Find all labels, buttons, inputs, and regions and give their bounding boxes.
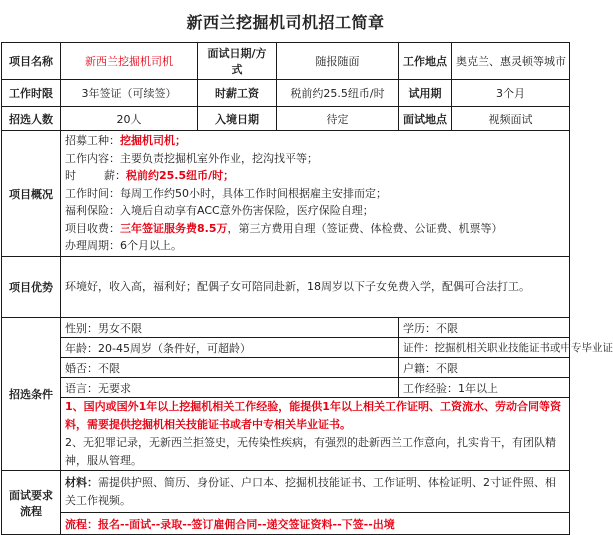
requirement-1: 1、国内或国外1年以上挖掘机相关工作经验，能提供1年以上相关工作证明、工资流水、劳动合同等资料，需要提供挖掘机相关技能证书或者中专相关毕业证书。 xyxy=(65,400,561,431)
interview-location-value: 视频面试 xyxy=(452,107,570,131)
table-row-project xyxy=(2,43,570,80)
conditions-row-3 xyxy=(2,358,570,378)
overview-welfare: 福利保险：入境后自动享有ACC意外伤害保险，医疗保险自理； xyxy=(65,204,374,218)
page-title: 新西兰挖掘机司机招工简章 xyxy=(186,12,385,32)
work-location-label: 工作地点 xyxy=(399,43,452,80)
conditions-row-4 xyxy=(2,378,570,398)
table-row-overview xyxy=(2,131,570,257)
overview-fee: 项目收费：三年签证服务费8.5万，第三方费用自理（签证费、体检费、公证费、机票等） xyxy=(65,221,503,235)
overview-content xyxy=(61,131,570,257)
table-row-headcount xyxy=(2,107,570,131)
project-name-label: 项目名称 xyxy=(2,43,61,80)
table-row-advantage xyxy=(2,257,570,318)
entry-date-label: 入境日期 xyxy=(198,107,277,131)
entry-date-value: 待定 xyxy=(277,107,399,131)
conditions-label: 招选条件 xyxy=(2,318,61,471)
hourly-wage-label: 时薪工资 xyxy=(198,80,277,107)
work-location-value: 奥克兰、惠灵顿等城市 xyxy=(452,43,570,80)
headcount-value: 20人 xyxy=(61,107,198,131)
interview-location-label: 面试地点 xyxy=(399,107,452,131)
advantage-text: 环境好，收入高，福利好；配偶子女可陪同赴新，18周岁以下子女免费入学，配偶可合法打工。 xyxy=(61,257,570,318)
recruitment-table xyxy=(1,42,613,535)
condition-gender: 性别：男女不限 xyxy=(61,318,399,338)
condition-certificate: 证件：挖掘机相关职业技能证书或中专毕业证 xyxy=(399,338,570,358)
conditions-row-1 xyxy=(2,318,570,338)
condition-experience: 工作经验：1年以上 xyxy=(399,378,570,398)
requirement-2: 2、无犯罪记录，无新西兰拒签史，无传染性疾病，有强烈的赴新西兰工作意向，扎实肯干，有团队精神，服从管理。 xyxy=(65,436,556,467)
conditions-row-2 xyxy=(2,338,570,358)
table-row-term xyxy=(2,80,570,107)
interview-date-value: 随报随面 xyxy=(277,43,399,80)
condition-education: 学历：不限 xyxy=(399,318,570,338)
advantage-label: 项目优势 xyxy=(2,257,61,318)
conditions-row-5 xyxy=(2,398,570,471)
headcount-label: 招选人数 xyxy=(2,107,61,131)
project-name-value: 新西兰挖掘机司机 xyxy=(61,43,198,80)
condition-marriage: 婚否：不限 xyxy=(61,358,399,378)
condition-age: 年龄：20-45周岁（条件好，可超龄） xyxy=(61,338,399,358)
work-term-label: 工作时限 xyxy=(2,80,61,107)
interview-row-materials xyxy=(2,471,570,513)
hourly-wage-value: 税前约25.5纽币/时 xyxy=(277,80,399,107)
interview-row-process xyxy=(2,513,570,535)
overview-content-line: 工作内容：主要负责挖掘机室外作业，挖沟找平等； xyxy=(65,151,318,165)
probation-label: 试用期 xyxy=(399,80,452,107)
overview-job: 招募工种：挖掘机司机； xyxy=(65,134,186,148)
condition-requirements xyxy=(61,398,570,471)
probation-value: 3个月 xyxy=(452,80,570,107)
condition-language: 语言：无要求 xyxy=(61,378,399,398)
condition-hukou: 户籍：不限 xyxy=(399,358,570,378)
overview-salary: 时 薪：税前约25.5纽币/时； xyxy=(65,169,235,183)
interview-materials: 材料：需提供护照、简历、身份证、户口本、挖掘机技能证书、工作证明、体检证明、2寸证件照、相关工作视频。 xyxy=(61,471,570,513)
overview-label: 项目概况 xyxy=(2,131,61,257)
interview-label: 面试要求 流程 xyxy=(2,471,61,535)
interview-process: 流程：报名--面试--录取--签订雇佣合同--递交签证资料--下签--出境 xyxy=(61,513,570,535)
interview-date-label: 面试日期/方式 xyxy=(198,43,277,80)
overview-period: 办理周期：6个月以上。 xyxy=(65,239,182,253)
work-term-value: 3年签证（可续签） xyxy=(61,80,198,107)
overview-hours: 工作时间：每周工作约50小时，具体工作时间根据雇主安排而定； xyxy=(65,186,387,200)
